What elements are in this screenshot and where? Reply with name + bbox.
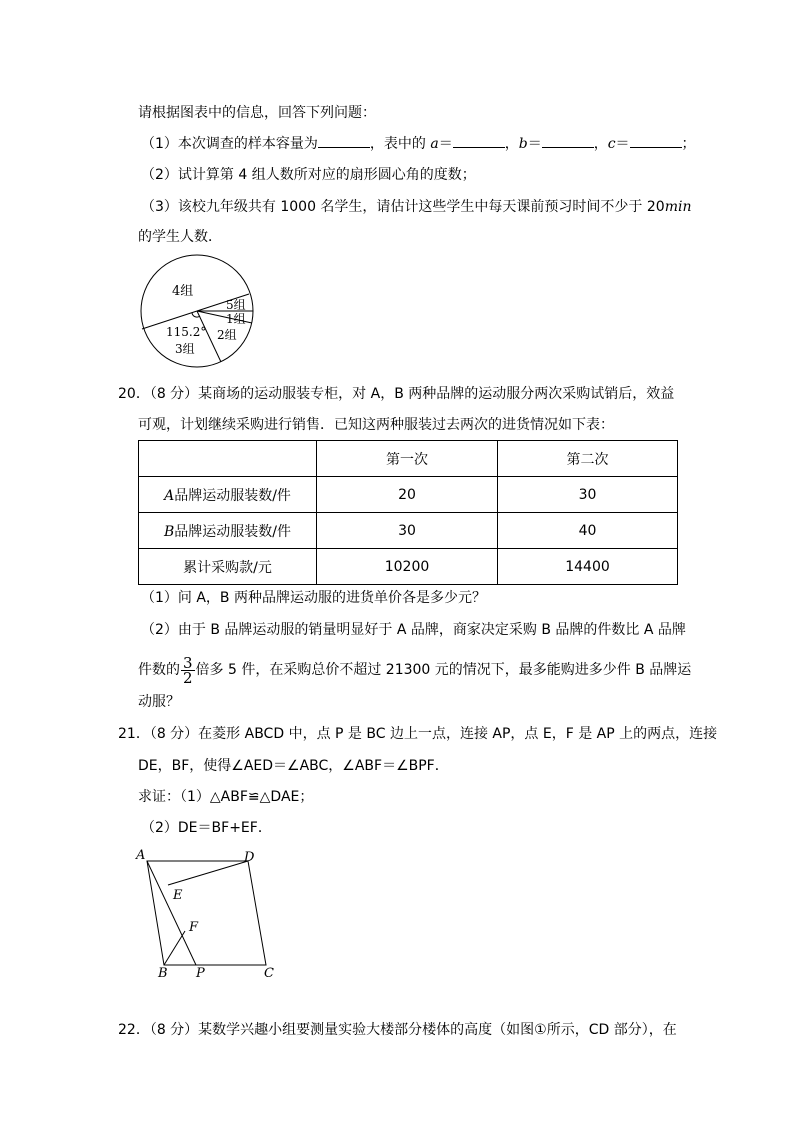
point-label-c: C bbox=[264, 966, 274, 981]
point-label-e: E bbox=[173, 888, 183, 903]
eq-a: ＝ bbox=[438, 136, 453, 152]
semicolon: ； bbox=[681, 136, 696, 152]
table-row-label bbox=[139, 477, 317, 513]
q19-part3-text: （3）该校九年级共有 1000 名学生，请估计这些学生中每天课前预习时间不少于 20 bbox=[141, 199, 665, 215]
label-rest: 累计采购款/元 bbox=[183, 559, 272, 576]
blank-c bbox=[630, 133, 682, 148]
table-row-label bbox=[139, 549, 317, 585]
q19-part3 bbox=[141, 197, 691, 217]
table-cell: 30 bbox=[317, 513, 498, 549]
table-cell: 10200 bbox=[317, 549, 498, 585]
point-label-a: A bbox=[136, 848, 146, 863]
label-var: B bbox=[163, 523, 175, 540]
label-group-2: 2组 bbox=[217, 328, 237, 342]
q21-proof1: 求证：（1）△ABF≌△DAE； bbox=[138, 789, 314, 805]
table-cell: 40 bbox=[498, 513, 678, 549]
q22-line1: 22．（8 分）某数学兴趣小组要测量实验大楼部分楼体的高度（如图①所示，CD 部分），在 bbox=[118, 1022, 677, 1038]
segment-ap bbox=[147, 861, 196, 965]
q21-line1: 21．（8 分）在菱形 ABCD 中，点 P 是 BC 边上一点，连接 AP，点 E，F 是 AP 上的两点，连接 bbox=[118, 726, 718, 742]
table-row bbox=[139, 477, 678, 513]
table-header-cell bbox=[139, 441, 317, 477]
blank-b bbox=[542, 133, 594, 148]
comma-2: ， bbox=[593, 136, 608, 152]
fraction-three-halves bbox=[181, 653, 195, 687]
point-label-p: P bbox=[196, 966, 205, 981]
q19-part1 bbox=[141, 133, 696, 154]
eq-b: ＝ bbox=[527, 136, 542, 152]
blank-a bbox=[453, 133, 505, 148]
q19-part1-text: （1）本次调查的样本容量为 bbox=[141, 136, 318, 152]
var-b: b bbox=[518, 136, 528, 152]
label-rest: 品牌运动服装数/件 bbox=[174, 487, 291, 504]
rhombus-figure bbox=[130, 843, 285, 981]
rhombus-abcd bbox=[147, 861, 266, 965]
label-var: A bbox=[164, 487, 175, 504]
q20-part2-text-a: 件数的 bbox=[138, 662, 180, 678]
table-cell: 20 bbox=[317, 477, 498, 513]
purchase-table bbox=[138, 440, 678, 585]
label-group-3: 3组 bbox=[175, 342, 195, 356]
q20-line2: 可观，计划继续采购进行销售．已知这两种服装过去两次的进货情况如下表： bbox=[138, 417, 614, 433]
var-a: a bbox=[430, 136, 439, 152]
table-header-cell: 第一次 bbox=[317, 441, 498, 477]
label-rest: 品牌运动服装数/件 bbox=[174, 523, 291, 540]
table-row-label bbox=[139, 513, 317, 549]
q20-part2-line1: （2）由于 B 品牌运动服的销量明显好于 A 品牌，商家决定采购 B 品牌的件数比 A 品牌 bbox=[141, 622, 686, 638]
segment-bf bbox=[164, 931, 185, 965]
table-header-cell: 第二次 bbox=[498, 441, 678, 477]
blank-sample-size bbox=[318, 133, 370, 148]
unit-min: min bbox=[664, 199, 692, 215]
q19-part3-cont: 的学生人数． bbox=[138, 229, 222, 245]
eq-c: ＝ bbox=[615, 136, 630, 152]
q20-part2-text-b: 倍多 5 件，在采购总价不超过 21300 元的情况下，最多能购进多少件 B 品牌运 bbox=[195, 662, 692, 678]
point-label-d: D bbox=[244, 850, 255, 865]
label-angle: 115.2° bbox=[166, 325, 207, 339]
q20-part2-line3: 动服？ bbox=[138, 694, 180, 710]
q19-intro: 请根据图表中的信息，回答下列问题： bbox=[138, 105, 376, 121]
pie-chart-figure bbox=[130, 250, 260, 375]
label-group-5: 5组 bbox=[226, 298, 246, 312]
table-row bbox=[139, 549, 678, 585]
comma-1: ， bbox=[504, 136, 519, 152]
label-group-4: 4组 bbox=[172, 284, 194, 299]
fraction-denominator: 2 bbox=[183, 668, 193, 687]
var-c: c bbox=[607, 136, 616, 152]
q21-proof2: （2）DE＝BF+EF． bbox=[141, 820, 272, 836]
label-group-1: 1组 bbox=[226, 312, 246, 326]
point-label-b: B bbox=[158, 966, 168, 981]
segment-de bbox=[168, 861, 248, 885]
table-cell: 14400 bbox=[498, 549, 678, 585]
table-row bbox=[139, 513, 678, 549]
q20-line1: 20．（8 分）某商场的运动服装专柜，对 A，B 两种品牌的运动服分两次采购试销后，效益 bbox=[118, 386, 675, 402]
point-label-f: F bbox=[189, 920, 199, 935]
q19-part1-text-b: ，表中的 bbox=[369, 136, 431, 152]
fraction-numerator: 3 bbox=[183, 653, 193, 672]
q20-part1: （1）问 A，B 两种品牌运动服的进货单价各是多少元？ bbox=[141, 590, 486, 606]
q19-part2: （2）试计算第 4 组人数所对应的扇形圆心角的度数； bbox=[141, 167, 476, 183]
q20-part2-line2 bbox=[138, 652, 691, 688]
q21-line2: DE，BF，使得∠AED＝∠ABC，∠ABF＝∠BPF． bbox=[138, 758, 449, 774]
table-header-row bbox=[139, 441, 678, 477]
table-cell: 30 bbox=[498, 477, 678, 513]
